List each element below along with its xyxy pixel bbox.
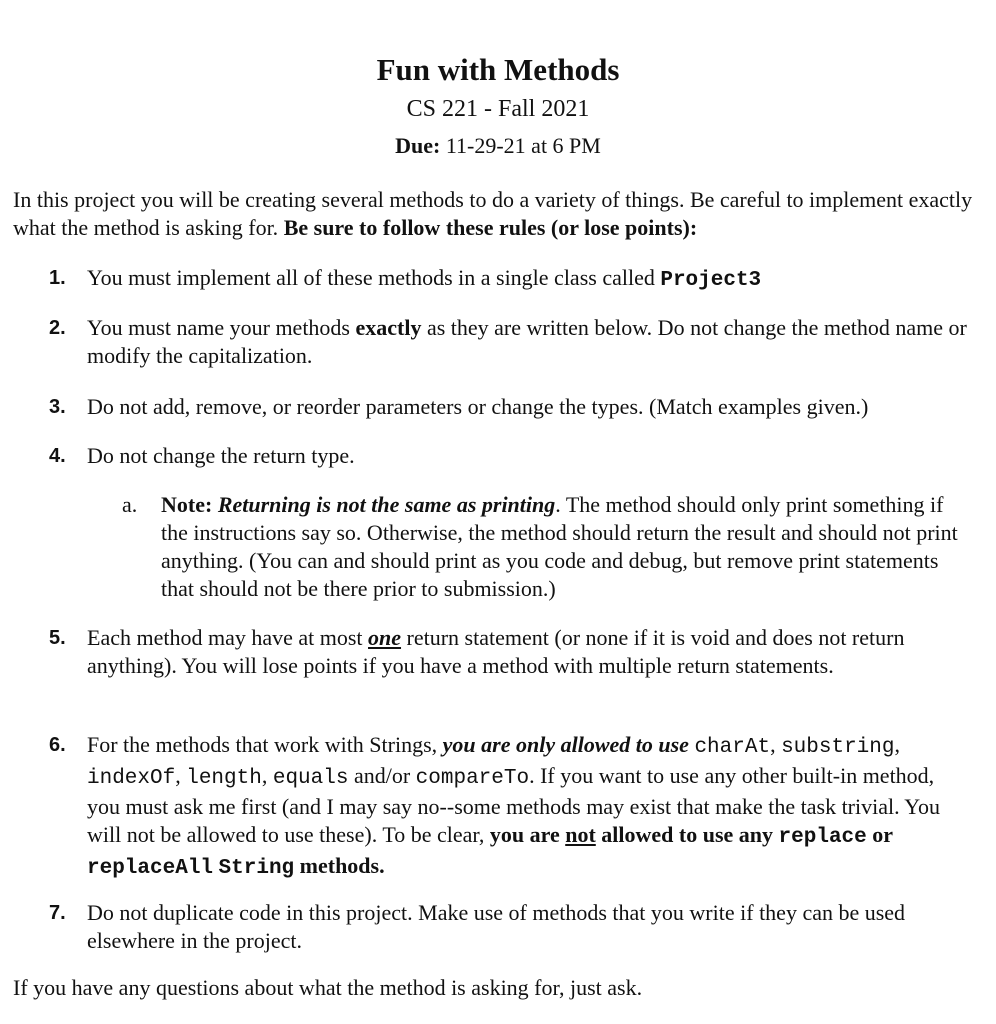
rule-6-text-3: ,	[770, 732, 782, 757]
rule-5-text-1: Each method may have at most	[87, 625, 369, 650]
rule-5-text-2: return statement (or none if it is void and does not return anything). You will lose points if you have a method with multiple return statements.	[87, 625, 905, 678]
code-replaceAll: replaceAll	[87, 857, 214, 880]
rule-6-number: 6.	[49, 734, 66, 756]
code-String: String	[218, 857, 295, 880]
rule-4a	[161, 491, 971, 603]
rule-2-text-1: You must name your methods	[87, 315, 356, 340]
rule-6-text-1: For the methods that work with Strings,	[87, 732, 443, 757]
closing-line: If you have any questions about what the method is asking for, just ask.	[13, 975, 643, 1000]
code-equals: equals	[272, 767, 349, 790]
rule-6-text-7: and/or	[348, 763, 416, 788]
code-compareTo: compareTo	[415, 767, 530, 790]
rule-2-number: 2.	[49, 317, 66, 339]
rule-1-number: 1.	[49, 267, 66, 289]
due-label: Due:	[395, 133, 441, 158]
rule-7-number: 7.	[49, 902, 66, 924]
rule-1-code: Project3	[660, 269, 762, 292]
intro-text: In this project you will be creating several methods to do a variety of things. Be careful to implement exactly what the method is asking for.	[13, 187, 973, 240]
code-length: length	[186, 767, 262, 790]
rule-5-number: 5.	[49, 627, 66, 649]
rule-6	[87, 731, 967, 883]
rule-6-text-6: ,	[261, 763, 273, 788]
note-emphasis: Returning is not the same as printing	[217, 492, 556, 517]
rule-6-text-8: . If you want to use any other built-in method, you must ask me first (and I may say no--some methods may exist that make the task trivial. You will not be allowed to use these). To be clear,	[87, 763, 940, 847]
rule-4: Do not change the return type.	[87, 443, 355, 468]
rule-6-text-4: ,	[894, 732, 900, 757]
rule-6-bold-3: or	[866, 822, 893, 847]
code-indexOf: indexOf	[87, 767, 176, 790]
rule-4-number: 4.	[49, 445, 66, 467]
doc-title: Fun with Methods	[376, 52, 620, 87]
code-charAt: charAt	[694, 736, 771, 759]
rule-6-bold-1: you are	[489, 822, 566, 847]
rule-1	[87, 264, 967, 295]
due-value: 11-29-21 at 6 PM	[440, 133, 601, 158]
rule-2-text-2: as they are written below. Do not change the method name or modify the capitalization.	[87, 315, 967, 368]
rule-6-bold-5: methods.	[294, 853, 385, 878]
rule-6-not: not	[565, 822, 596, 847]
rule-5	[87, 624, 967, 680]
rule-6-bold-2: allowed to use any	[595, 822, 779, 847]
intro-bold: Be sure to follow these rules (or lose points):	[283, 215, 698, 240]
rule-5-emphasis: one	[368, 625, 402, 650]
rule-7: Do not duplicate code in this project. Make use of methods that you write if they can be used elsewhere in the project.	[87, 900, 906, 953]
rule-6-text-5: ,	[175, 763, 187, 788]
rule-3-number: 3.	[49, 396, 66, 418]
rule-6-emphasis: you are only allowed to use	[442, 732, 689, 757]
course-line: CS 221 - Fall 2021	[406, 96, 590, 122]
note-label: Note:	[161, 492, 218, 517]
intro-paragraph	[13, 186, 983, 242]
code-substring: substring	[781, 736, 895, 759]
rule-1-text: You must implement all of these methods in a single class called	[87, 265, 661, 290]
rule-2-bold: exactly	[355, 315, 422, 340]
due-line	[0, 130, 996, 162]
code-replace: replace	[778, 826, 867, 849]
rule-4a-letter: a.	[122, 492, 138, 517]
rule-3: Do not add, remove, or reorder parameters or change the types. (Match examples given.)	[87, 394, 869, 419]
note-text: . The method should only print something if the instructions say so. Otherwise, the method should return the result and should not print anything. (You can and should print as you code and debug, but remove print statements that should not be there prior to submission.)	[161, 492, 958, 601]
rule-2	[87, 314, 967, 370]
